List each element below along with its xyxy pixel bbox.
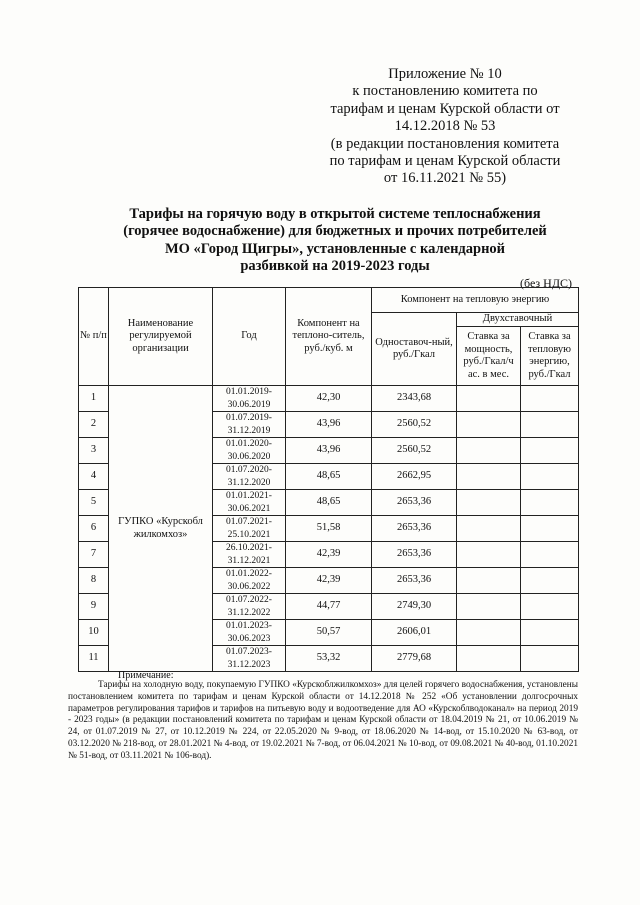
row-single-rate: 2606,01 xyxy=(372,620,457,646)
row-single-rate: 2653,36 xyxy=(372,516,457,542)
tariff-table xyxy=(78,287,579,672)
note-label: Примечание: xyxy=(118,670,174,681)
row-period: 01.07.2021-25.10.2021 xyxy=(213,516,286,542)
row-carrier: 51,58 xyxy=(286,516,372,542)
row-single-rate: 2749,30 xyxy=(372,594,457,620)
row-carrier: 53,32 xyxy=(286,646,372,672)
row-num: 6 xyxy=(79,516,109,542)
row-num: 3 xyxy=(79,438,109,464)
row-carrier: 42,39 xyxy=(286,568,372,594)
table-row xyxy=(79,386,579,412)
organization-name: ГУПКО «Курскобл жилкомхоз» xyxy=(109,386,213,672)
title-line: разбивкой на 2019-2023 годы xyxy=(240,258,430,275)
row-capacity-rate xyxy=(457,620,521,646)
row-single-rate: 2560,52 xyxy=(372,438,457,464)
title-line: Тарифы на горячую воду в открытой системе теплоснабжения xyxy=(129,206,541,222)
row-num: 2 xyxy=(79,412,109,438)
document-title xyxy=(90,206,580,276)
row-carrier: 44,77 xyxy=(286,594,372,620)
row-capacity-rate xyxy=(457,568,521,594)
row-single-rate: 2560,52 xyxy=(372,412,457,438)
row-num: 7 xyxy=(79,542,109,568)
appendix-line: тарифам и ценам Курской области от xyxy=(330,100,560,117)
row-energy-rate xyxy=(521,516,579,542)
row-energy-rate xyxy=(521,412,579,438)
row-single-rate: 2653,36 xyxy=(372,490,457,516)
appendix-line: Приложение № 10 xyxy=(388,66,502,82)
title-line: МО «Город Щигры», установленные с календарной xyxy=(164,240,506,257)
row-carrier: 48,65 xyxy=(286,490,372,516)
row-num: 4 xyxy=(79,464,109,490)
row-carrier: 42,39 xyxy=(286,542,372,568)
vat-note: (без НДС) xyxy=(520,276,573,290)
row-period: 01.01.2023-30.06.2023 xyxy=(213,620,286,646)
row-period: 01.01.2021-30.06.2021 xyxy=(213,490,286,516)
row-period: 01.07.2020-31.12.2020 xyxy=(213,464,286,490)
header-organization: Наименование регулируемой организации xyxy=(109,288,213,386)
header-year: Год xyxy=(213,288,286,386)
row-energy-rate xyxy=(521,542,579,568)
header-single-rate: Одноставоч-ный, руб./Гкал xyxy=(372,313,457,386)
row-capacity-rate xyxy=(457,594,521,620)
row-energy-rate xyxy=(521,594,579,620)
header-num: № п/п xyxy=(79,288,109,386)
row-capacity-rate xyxy=(457,464,521,490)
note-text: Тарифы на холодную воду, покупаемую ГУПКО «Курскоблжилкомхоз» для целей горячего водоснабжения, установлены постановлением комитета по тарифам и ценам Курской области от 14.12.2018 № 252 «Об установлении долгосрочных параметров регулирования тарифов и тарифов на питьевую воду и водоотведение для АО «Курскоблводоканал» на период 2019 - 2023 годы» (в редакции постановлений комитета по тарифам и ценам Курской области от 18.04.2019 № 21, от 10.06.2019 № 24, от 01.07.2019 № 27, от 10.12.2019 № 224, от 22.05.2020 № 9-вод, от 18.06.2020 № 14-вод, от 15.10.2020 № 63-вод, от 03.12.2020 № 218-вод, от 28.01.2021 № 4-вод, от 19.02.2021 № 7-вод, от 06.04.2021 № 10-вод, от 09.08.2021 № 40-вод, 01.10.2021 № 51-вод, от 03.11.2021 № 106-вод). xyxy=(68,680,579,761)
row-carrier: 48,65 xyxy=(286,464,372,490)
row-period: 01.07.2023-31.12.2023 xyxy=(213,646,286,672)
row-period: 01.01.2019-30.06.2019 xyxy=(213,386,286,412)
row-carrier: 43,96 xyxy=(286,412,372,438)
header-energy-rate: Ставка за тепловую энергию, руб./Гкал xyxy=(521,327,579,386)
row-capacity-rate xyxy=(457,386,521,412)
row-capacity-rate xyxy=(457,516,521,542)
row-num: 9 xyxy=(79,594,109,620)
row-single-rate: 2779,68 xyxy=(372,646,457,672)
appendix-line: 14.12.2018 № 53 xyxy=(394,118,496,135)
title-line: (горячее водоснабжение) для бюджетных и прочих потребителей xyxy=(123,223,547,240)
row-period: 01.01.2022-30.06.2022 xyxy=(213,568,286,594)
header-carrier-component: Компонент на теплоно-ситель, руб./куб. м xyxy=(286,288,372,386)
row-num: 10 xyxy=(79,620,109,646)
row-single-rate: 2653,36 xyxy=(372,542,457,568)
row-energy-rate xyxy=(521,568,579,594)
row-capacity-rate xyxy=(457,438,521,464)
row-energy-rate xyxy=(521,386,579,412)
row-capacity-rate xyxy=(457,412,521,438)
row-single-rate: 2662,95 xyxy=(372,464,457,490)
row-period: 26.10.2021-31.12.2021 xyxy=(213,542,286,568)
appendix-header xyxy=(300,66,590,188)
row-period: 01.07.2022-31.12.2022 xyxy=(213,594,286,620)
row-energy-rate xyxy=(521,490,579,516)
row-single-rate: 2343,68 xyxy=(372,386,457,412)
row-energy-rate xyxy=(521,438,579,464)
row-capacity-rate xyxy=(457,490,521,516)
row-carrier: 42,30 xyxy=(286,386,372,412)
row-carrier: 50,57 xyxy=(286,620,372,646)
row-num: 8 xyxy=(79,568,109,594)
appendix-line: от 16.11.2021 № 55) xyxy=(383,170,507,187)
row-capacity-rate xyxy=(457,542,521,568)
header-two-part: Двухставочный xyxy=(457,313,579,327)
row-capacity-rate xyxy=(457,646,521,672)
row-num: 5 xyxy=(79,490,109,516)
row-num: 1 xyxy=(79,386,109,412)
appendix-line: к постановлению комитета по xyxy=(352,83,538,100)
row-period: 01.01.2020-30.06.2020 xyxy=(213,438,286,464)
row-num: 11 xyxy=(79,646,109,672)
row-energy-rate xyxy=(521,464,579,490)
header-energy-component: Компонент на тепловую энергию xyxy=(372,288,579,313)
appendix-line: по тарифам и ценам Курской области xyxy=(329,153,561,170)
row-period: 01.07.2019-31.12.2019 xyxy=(213,412,286,438)
row-energy-rate xyxy=(521,620,579,646)
row-carrier: 43,96 xyxy=(286,438,372,464)
header-capacity-rate: Ставка за мощность, руб./Гкал/ч ас. в мес. xyxy=(457,327,521,386)
appendix-line: (в редакции постановления комитета xyxy=(330,135,560,152)
row-energy-rate xyxy=(521,646,579,672)
row-single-rate: 2653,36 xyxy=(372,568,457,594)
